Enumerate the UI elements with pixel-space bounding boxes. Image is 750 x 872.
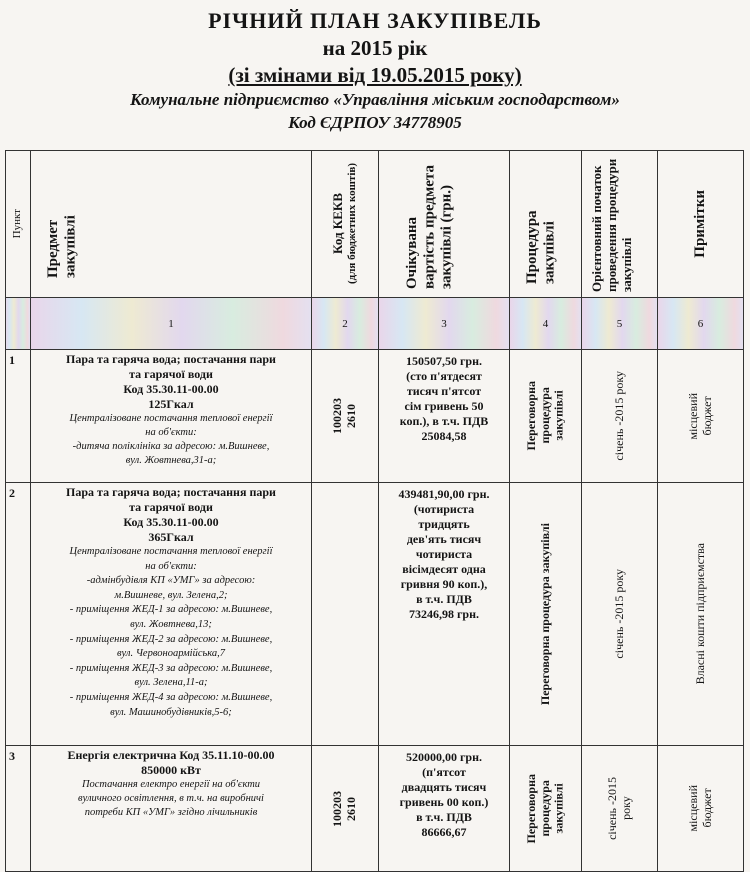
- row-2-punkt: [5, 483, 31, 746]
- row-3-kekv-text-line: 100203: [330, 790, 345, 827]
- row-2-procedure: [510, 483, 582, 746]
- organization-name: Комунальне підприємство «Управління міським господарством»: [130, 90, 620, 109]
- row-3-notes: [658, 746, 744, 872]
- row-1-subject-title-line: та гарячої води: [129, 367, 213, 381]
- row-1-cost-line: 150507,50 грн.: [405, 354, 483, 368]
- col-number-3: [379, 298, 510, 350]
- procurement-table: [5, 150, 744, 872]
- row-1-number: 1: [9, 353, 15, 367]
- row-2-start-text-line: січень -2015 року: [611, 569, 626, 659]
- row-2-cost-line: 439481,90,00 грн.: [398, 487, 490, 501]
- row-3-notes-text: [687, 785, 715, 832]
- row-3-cost-line: 86666,67: [421, 825, 467, 839]
- row-2-subject: [31, 483, 312, 746]
- row-1-subject-title-line: 125Гкал: [148, 397, 194, 411]
- row-2-number: 2: [9, 486, 15, 500]
- row-1-notes-text-line: бюджет: [699, 396, 714, 436]
- row-3-cost-line: (п'ятсот: [422, 765, 466, 779]
- row-1-notes-text-line: місцевий: [685, 392, 700, 440]
- col-header-procedure: [510, 150, 582, 298]
- row-1-subject: [31, 350, 312, 483]
- row-3-notes-text-line: бюджет: [699, 788, 714, 829]
- col-header-subject: [31, 150, 312, 298]
- col-number-2: [312, 298, 379, 350]
- row-2-subject-description-line: - приміщення ЖЕД-4 за адресою: м.Вишневе,: [69, 691, 273, 703]
- row-3-start-text-line: січень -2015: [604, 777, 619, 840]
- row-2-cost-line: в т.ч. ПДВ: [416, 592, 472, 606]
- row-3-subject-title-line: 850000 кВт: [141, 763, 201, 777]
- row-1-notes-text: [687, 393, 715, 440]
- row-1-start: [582, 350, 658, 483]
- row-2-subject-description-line: - приміщення ЖЕД-3 за адресою: м.Вишневе,: [69, 662, 273, 674]
- row-1-cost: [379, 350, 510, 483]
- row-2-subject-description-line: вул. Зелена,11-а;: [134, 677, 208, 689]
- row-3-subject: [31, 746, 312, 872]
- row-1-procedure-text: [525, 381, 566, 451]
- col-header-kekv-note: (для бюджетних коштів): [346, 162, 359, 285]
- row-1-subject-description-line: -дитяча поліклініка за адресою: м.Вишневе,: [72, 441, 270, 452]
- row-2-subject-description: [36, 545, 306, 720]
- row-1-subject-description: [36, 412, 306, 468]
- row-1-start-text: [613, 371, 627, 461]
- col-number-2-text: 2: [342, 317, 348, 330]
- row-1-subject-title-line: Пара та гаряча вода; постачання пари: [66, 352, 276, 366]
- document-title: РІЧНИЙ ПЛАН ЗАКУПІВЕЛЬ: [208, 8, 542, 33]
- row-3-subject-description: [36, 778, 306, 820]
- col-header-subject-text: Предмет закупівлі: [45, 215, 79, 278]
- row-3-procedure-text-line: закупівлі: [551, 783, 566, 834]
- row-3-start-text-line: року: [618, 796, 633, 821]
- col-header-start: [582, 150, 658, 298]
- col-number-4-text: 4: [542, 317, 549, 330]
- row-1-subject-description-line: Централізоване постачання теплової енергії: [69, 413, 273, 424]
- col-header-cost: [379, 150, 510, 298]
- row-3-cost-line: гривень 00 коп.): [399, 795, 489, 809]
- row-3-procedure-text-line: процедура: [537, 780, 552, 837]
- row-2-subject-description-line: вул. Червоноармійська,7: [116, 648, 226, 660]
- row-1-kekv-text: [331, 398, 359, 434]
- row-3-subject-title-line: Енергія електрична Код 35.11.10-00.00: [67, 748, 275, 762]
- row-3-subject-title: [36, 748, 306, 778]
- document-year: на 2015 рік: [322, 36, 428, 60]
- col-number-1: [31, 298, 312, 350]
- row-1-subject-title-line: Код 35.30.11-00.00: [123, 382, 219, 396]
- row-3-punkt: [5, 746, 31, 872]
- col-number-3-text: 3: [441, 317, 447, 330]
- row-2-subject-description-line: м.Вишневе, вул. Зелена,2;: [114, 589, 228, 601]
- row-2-cost-line: гривня 90 коп.),: [400, 577, 488, 591]
- row-2-subject-description-line: - приміщення ЖЕД-1 за адресою: м.Вишневе,: [69, 604, 273, 616]
- row-3-cost-line: в т.ч. ПДВ: [416, 810, 472, 824]
- row-3-number: 3: [9, 749, 15, 763]
- row-1-procedure-text-line: закупівлі: [551, 390, 566, 442]
- row-1-subject-title: [36, 352, 306, 412]
- row-2-subject-description-line: вул. Машинобудівників,5-6;: [110, 706, 232, 718]
- col-number-punkt: [5, 298, 31, 350]
- row-2-subject-description-line: вул. Жовтнева,13;: [130, 618, 212, 630]
- row-2-start: [582, 483, 658, 746]
- row-2-procedure-text-line: Переговорна процедура закупівлі: [537, 522, 552, 706]
- row-2-subject-description-line: - приміщення ЖЕД-2 за адресою: м.Вишневе,: [69, 633, 273, 645]
- row-2-subject-description-line: Централізоване постачання теплової енергії: [69, 546, 273, 557]
- col-number-6-text: 6: [697, 317, 704, 330]
- organization-code: Код ЄДРПОУ 34778905: [288, 113, 462, 132]
- row-2-start-text: [613, 569, 627, 659]
- row-1-procedure-text-line: процедура: [537, 387, 552, 445]
- row-3-kekv: [312, 746, 379, 872]
- row-1-notes: [658, 350, 744, 483]
- row-1-kekv-text-line: 2610: [344, 404, 358, 428]
- row-2-subject-title-line: 365Гкал: [148, 530, 194, 544]
- row-1-start-text-line: січень -2015 року: [611, 371, 626, 461]
- row-1-cost-line: тисяч п'ятсот: [406, 384, 482, 398]
- row-2-cost-line: вісімдесят одна: [402, 562, 486, 576]
- row-3-procedure-text: [525, 774, 566, 844]
- row-2-cost-line: 73246,98 грн.: [408, 607, 480, 621]
- row-3-kekv-text: [331, 791, 359, 827]
- row-3-cost-line: 520000,00 грн.: [405, 750, 483, 764]
- row-2-subject-title-line: та гарячої води: [129, 500, 213, 514]
- col-header-start-text: Орієнтовний початок проведення процедури закупівлі: [588, 158, 634, 292]
- row-1-subject-description-line: вул. Жовтнева,31-а;: [125, 455, 217, 466]
- row-2-cost: [379, 483, 510, 746]
- row-2-procedure-text: [539, 523, 553, 705]
- document-revision: (зі змінами від 19.05.2015 року): [228, 63, 522, 87]
- row-2-subject-description-line: -адмінбудівля КП «УМГ» за адресою:: [86, 575, 256, 587]
- col-header-kekv: [312, 150, 379, 298]
- row-3-start: [582, 746, 658, 872]
- row-1-kekv: [312, 350, 379, 483]
- row-2-subject-description-line: на об'єкти:: [145, 560, 197, 572]
- row-3-subject-description-line: Постачання електро енергії на об'єкти: [81, 779, 261, 790]
- col-number-5-text: 5: [616, 317, 623, 330]
- row-1-punkt: [5, 350, 31, 483]
- row-2-cost-line: чотириста: [415, 547, 473, 561]
- row-3-procedure: [510, 746, 582, 872]
- col-header-notes-text: Примітки: [691, 189, 708, 258]
- col-header-cost-text: Очікувана вартість предмета закупівлі (грн.): [404, 164, 455, 289]
- row-1-cost-line: 25084,58: [421, 429, 467, 443]
- row-3-cost: [379, 746, 510, 872]
- col-number-6: [658, 298, 744, 350]
- col-number-4: [510, 298, 582, 350]
- row-2-notes-text: [694, 543, 708, 684]
- row-1-cost-line: коп.), в т.ч. ПДВ: [399, 414, 489, 428]
- row-3-start-text: [606, 777, 634, 840]
- row-3-subject-description-line: потреби КП «УМГ» згідно лічильників: [84, 807, 258, 818]
- row-2-notes-text-line: Власні кошти підприємства: [692, 543, 707, 685]
- col-header-punkt: [5, 150, 31, 298]
- row-3-procedure-text-line: Переговорна: [523, 773, 538, 844]
- row-2-cost-line: тридцять: [418, 517, 470, 531]
- col-header-notes: [658, 150, 744, 298]
- col-number-5: [582, 298, 658, 350]
- col-header-punkt-text: Пункт: [11, 208, 24, 239]
- row-2-subject-title: [36, 485, 306, 545]
- row-1-procedure: [510, 350, 582, 483]
- row-3-notes-text-line: місцевий: [685, 785, 700, 832]
- row-2-subject-title-line: Код 35.30.11-00.00: [123, 515, 219, 529]
- row-1-cost-line: сім гривень 50: [404, 399, 484, 413]
- row-2-cost-line: (чотириста: [413, 502, 475, 516]
- row-2-kekv: [312, 483, 379, 746]
- col-header-procedure-text: Процедура закупівлі: [523, 209, 557, 284]
- row-3-cost-line: двадцять тисяч: [401, 780, 487, 794]
- row-1-subject-description-line: на об'єкти:: [145, 427, 197, 438]
- row-1-cost-line: (сто п'ятдесят: [406, 369, 482, 383]
- row-1-kekv-text-line: 100203: [330, 398, 345, 434]
- col-number-1-text: 1: [168, 317, 174, 330]
- row-2-notes: [658, 483, 744, 746]
- col-header-kekv-text: Код КЕКВ: [330, 193, 346, 254]
- row-3-kekv-text-line: 2610: [344, 796, 358, 821]
- row-2-cost-line: дев'ять тисяч: [406, 532, 482, 546]
- row-1-procedure-text-line: Переговорна: [523, 381, 538, 451]
- row-3-subject-description-line: вуличного освітлення, в т.ч. на виробничі: [78, 793, 264, 804]
- row-2-subject-title-line: Пара та гаряча вода; постачання пари: [66, 485, 276, 499]
